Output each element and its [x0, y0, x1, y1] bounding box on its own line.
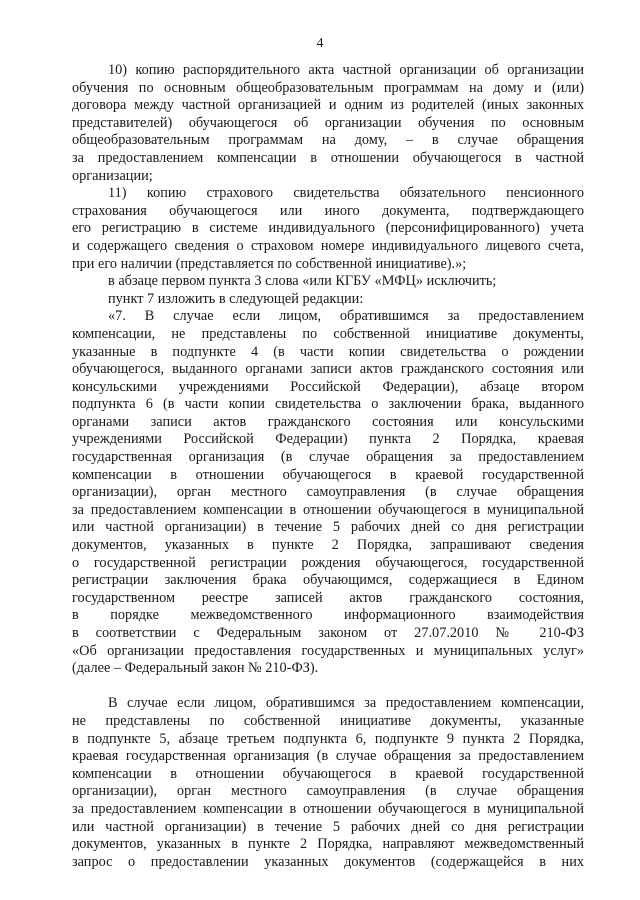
text-line: В случае если лицом, обратившимся за предоставлением компенсации, — [108, 695, 584, 712]
text-line: краевая государственная организация (в случае обращения за предоставлением — [72, 748, 584, 765]
text-line: за предоставлением компенсации в отношении обучающегося в муниципальной — [72, 800, 584, 817]
text-line: представителей) обучающегося об организации обучения по основным — [72, 114, 584, 131]
page-number: 4 — [316, 36, 324, 51]
text-line: компенсации в отношении обучающегося в краевой государственной — [72, 466, 584, 483]
text-line: «7. В случае если лицом, обратившимся за предоставлением — [108, 308, 584, 325]
text-line: или частной организации) в течение 5 рабочих дней со дня регистрации — [72, 818, 584, 835]
text-line: документов, указанных в пункте 2 Порядка, направляют межведомственный — [72, 836, 584, 853]
text-line: не представлены по собственной инициативе документы, указанные — [72, 712, 584, 729]
text-line: государственном реестре записей актов гражданского состояния, — [72, 589, 584, 606]
text-line: в абзаце первом пункта 3 слова «или КГБУ «МФЦ» исключить; — [108, 273, 497, 290]
text-line: организации), орган местного самоуправления (в случае обращения — [72, 484, 584, 501]
text-line: государственная организация (в случае обращения за предоставлением — [72, 449, 584, 466]
text-line: «Об организации предоставления государственных и муниципальных услуг» — [72, 642, 584, 659]
text-line: за предоставлением компенсации в отношении обучающегося в муниципальной — [72, 501, 584, 518]
text-line: в порядке межведомственного информационного взаимодействия — [72, 607, 584, 624]
text-line: 10) копию распорядительного акта частной организации об организации — [108, 62, 584, 78]
text-line: компенсации в отношении обучающегося в краевой государственной — [72, 765, 584, 782]
text-line: и содержащего сведения о страховом номере индивидуального лицевого счета, — [72, 237, 584, 254]
text-line: запрос о предоставлении указанных документов (содержащейся в них — [72, 853, 584, 870]
text-line: его регистрацию в системе индивидуального (персонифицированного) учета — [72, 220, 584, 237]
text-line: или частной организации) в течение 5 рабочих дней со дня регистрации — [72, 519, 584, 536]
text-line: пункт 7 изложить в следующей редакции: — [108, 290, 364, 307]
text-line: компенсации, не представлены по собственной инициативе документы, — [72, 325, 584, 342]
document-body — [72, 62, 584, 871]
text-line: при его наличии (представляется по собственной инициативе).»; — [72, 255, 467, 272]
text-line: указанные в подпункте 4 (в части копии свидетельства о рождении — [72, 343, 584, 360]
text-line: организации), орган местного самоуправления (в случае обращения — [72, 783, 584, 800]
text-line: общеобразовательным программам на дому, – в случае обращения — [72, 132, 584, 149]
text-line: обучающегося, выданного органами записи актов гражданского состояния или — [72, 361, 584, 378]
text-line: консульскими учреждениями Российской Федерации), абзаце втором — [72, 378, 584, 395]
text-line: в подпункте 5, абзаце третьем подпункта 6, подпункте 9 пункта 2 Порядка, — [72, 730, 584, 747]
text-line: учреждениями Российской Федерации) пункта 2 Порядка, краевая — [72, 431, 584, 448]
text-line: документов, указанных в пункте 2 Порядка, запрашивают сведения — [72, 537, 584, 554]
text-line: страхования обучающегося или иного документа, подтверждающего — [72, 202, 584, 219]
paragraph-spacer — [72, 678, 584, 696]
text-line: 11) копию страхового свидетельства обязательного пенсионного — [108, 185, 584, 202]
text-line: организации; — [72, 167, 153, 184]
text-line: обучения по основным общеобразовательным программам на дому и (или) — [72, 79, 584, 96]
text-line: регистрации заключения брака обучающимся, содержащиеся в Едином — [72, 572, 584, 589]
text-line: договора между частной организацией и одним из родителей (иных законных — [72, 97, 584, 114]
text-line: за предоставлением компенсации в отношении обучающегося в частной — [72, 149, 584, 166]
text-line: органами записи актов гражданского состояния или консульскими — [72, 413, 584, 430]
text-line: подпункта 6 (в части копии свидетельства о заключении брака, выданного — [72, 396, 584, 413]
text-line: о государственной регистрации рождения обучающегося, государственной — [72, 554, 584, 571]
text-line: в соответствии с Федеральным законом от 27.07.2010 № 210-ФЗ — [72, 625, 584, 641]
text-line: (далее – Федеральный закон № 210-ФЗ). — [72, 660, 319, 677]
